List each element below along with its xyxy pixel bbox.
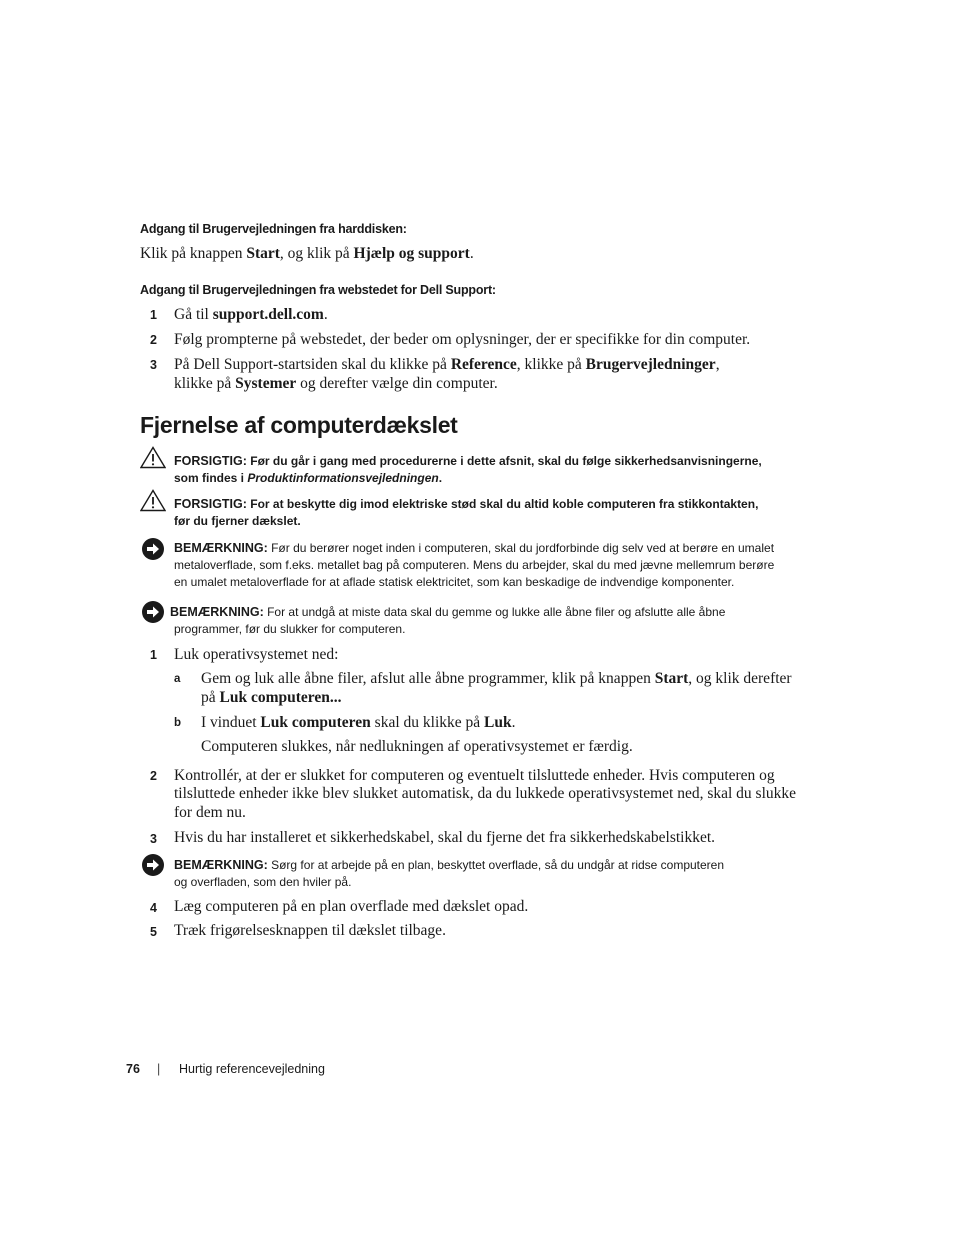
page-number: 76 (126, 1062, 140, 1076)
caution-text-continued: før du fjerner dækslet. (174, 514, 301, 528)
step-number: 4 (150, 901, 157, 915)
step-number: 1 (150, 648, 157, 662)
caution-text-continued: som findes i Produktinformationsvejledningen. (174, 471, 443, 485)
notice-text-continued: en umalet metaloverflade for at aflade statisk elektricitet, som kan beskadige de indvendige komponenter. (174, 575, 735, 589)
step-text-continued: tilsluttede enheder ikke blev slukket automatisk, da du lukkede operativsystemet ned, skal du slukke (174, 785, 797, 802)
notice-text: BEMÆRKNING: Sørg for at arbejde på en plan, beskyttet overflade, så du undgår at ridse computeren (174, 858, 725, 872)
notice-text-continued: metaloverflade, som f.eks. metallet bag på computeren. Mens du arbejder, skal du med jævne mellemrum berøre (174, 558, 775, 572)
notice-text-continued: og overfladen, som den hviler på. (174, 875, 352, 889)
step-text: Luk operativsystemet ned: (174, 646, 339, 663)
substep-text: I vinduet Luk computeren skal du klikke på Luk. (201, 714, 516, 731)
step-number: 3 (150, 358, 157, 372)
step-text: På Dell Support-startsiden skal du klikke på Reference, klikke på Brugervejledninger, (174, 356, 720, 373)
step-text: Træk frigørelsesknappen til dækslet tilbage. (174, 922, 446, 939)
substep-text-continued: på Luk computeren... (201, 689, 342, 706)
notice-arrow-icon (141, 537, 165, 566)
caution-triangle-icon (140, 446, 166, 474)
substep-letter: a (174, 673, 181, 685)
step-text: Hvis du har installeret et sikkerhedskabel, skal du fjerne det fra sikkerhedskabelstikket. (174, 829, 716, 846)
step-number: 1 (150, 308, 157, 322)
step-text: Følg prompterne på webstedet, der beder om oplysninger, der er specifikke for din computer. (174, 331, 751, 348)
notice-arrow-icon (141, 853, 165, 882)
paragraph-harddisk: Klik på knappen Start, og klik på Hjælp og support. (140, 245, 474, 262)
footer-doc-title: Hurtig referencevejledning (179, 1062, 325, 1076)
footer-separator: | (157, 1062, 161, 1076)
substep-result: Computeren slukkes, når nedlukningen af operativsystemet er færdig. (201, 738, 633, 755)
notice-text-continued: programmer, før du slukker for computeren. (174, 622, 406, 636)
caution-text: FORSIGTIG: Før du går i gang med procedurerne i dette afsnit, skal du følge sikkerhedsanvisningerne, (174, 454, 762, 468)
step-number: 2 (150, 769, 157, 783)
section-title: Fjernelse af computerdækslet (140, 412, 458, 438)
notice-text: BEMÆRKNING: Før du berører noget inden i computeren, skal du jordforbinde dig selv ved at berøre en umalet (174, 541, 775, 555)
step-number: 5 (150, 925, 157, 939)
subheading-harddisk: Adgang til Brugervejledningen fra harddisken: (140, 222, 407, 236)
caution-triangle-icon (140, 489, 166, 517)
step-text-continued: klikke på Systemer og derefter vælge din computer. (174, 375, 498, 392)
subheading-dell-support: Adgang til Brugervejledningen fra webstedet for Dell Support: (140, 283, 496, 297)
substep-letter: b (174, 717, 182, 729)
notice-arrow-icon (141, 600, 165, 629)
step-text: Læg computeren på en plan overflade med dækslet opad. (174, 898, 529, 915)
caution-text: FORSIGTIG: For at beskytte dig imod elektriske stød skal du altid koble computeren fra stikkontakten, (174, 497, 759, 511)
substep-text: Gem og luk alle åbne filer, afslut alle åbne programmer, klik på knappen Start, og klik derefter (201, 670, 792, 687)
step-number: 2 (150, 333, 157, 347)
step-number: 3 (150, 832, 157, 846)
step-text: Gå til support.dell.com. (174, 306, 328, 323)
step-text-continued: for dem nu. (174, 804, 246, 821)
notice-text: BEMÆRKNING: For at undgå at miste data skal du gemme og lukke alle åbne filer og afslutte alle åbne (170, 605, 726, 619)
step-text: Kontrollér, at der er slukket for computeren og eventuelt tilsluttede enheder. Hvis computeren og (174, 767, 775, 784)
